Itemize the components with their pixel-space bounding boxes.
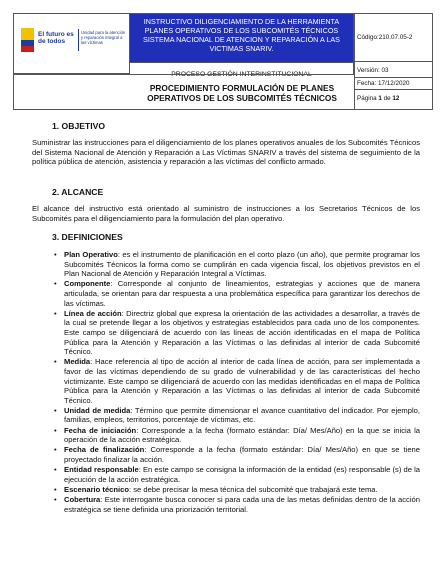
- document-code: Código:210.07.05-2: [354, 14, 432, 62]
- section-objetivo-title: 1. OBJETIVO: [52, 121, 106, 131]
- section-alcance-title: 2. ALCANCE: [52, 187, 104, 197]
- definitions-list: [54, 250, 420, 515]
- list-item: • Fecha de iniciación: Corresponde a la fecha (formato estándar: Día/ Mes/Año) en la que se inicia la operación de la acción estratégica.: [54, 425, 420, 445]
- list-item: • Medida: Hace referencia al tipo de acción al interior de cada línea de acción, para ser implementada a favor de las víctimas dependiendo de su grado de vulnerabilidad y de las características del hecho victimizante. Este campo se diligenciará de acuerdo con las medidas identificadas en el mapa de Política Pública para la Atención y Reparación a las Víctimas o las definidas al interior de cada Subcomité Técnico.: [54, 357, 420, 405]
- brand-text: El futuro es de todos: [38, 31, 74, 45]
- colombia-flag-icon: [21, 28, 34, 52]
- process-name: [130, 62, 354, 74]
- list-item: • Línea de acción: Directriz global que expresa la orientación de las actividades a desarrollar, a través de la cual se pretende llegar a los objetivos y estrategias establecidos para cada uno de los componentes. Este campo se diligenciará de acuerdo con las líneas de acción identificadas en el mapa de Política Pública para la Atención y Reparación a las Víctimas o las definidas al interior de cada Subcomité Técnico.: [54, 308, 420, 357]
- header-title: INSTRUCTIVO DILIGENCIAMIENTO DE LA HERRAMIENTA PLANES OPERATIVOS DE LOS SUBCOMITÉS TÉCNICOS SISTEMA NACIONAL DE ATENCION Y REPARACIÓN A LAS VICTIMAS SNARIV.: [130, 14, 354, 62]
- logo: [14, 14, 130, 74]
- list-item: • Unidad de medida: Término que permite dimensionar el avance cuantitativo del indicador. Por ejemplo, familias, empleos, territorios, porcentaje de víctimas, etc.: [54, 405, 420, 425]
- list-item: • Componente: Corresponde al conjunto de lineamientos, estrategias y acciones que de manera articulada, se orientan para dar respuesta a una problemática específica para garantizar los derechos de las víctimas.: [54, 279, 420, 308]
- section-objetivo-text: Suministrar las instrucciones para el diligenciamiento de los planes operativos anuales de los Subcomités Técnicos del Sistema Nacional de Atención y Reparación a Las Víctimas SNARIV a través del sistema de seguimiento de la política pública de atención, asistencia y reparación a las víctimas del conflicto armado.: [32, 138, 420, 167]
- section-definiciones-title: 3. DEFINICIONES: [52, 232, 123, 242]
- list-item: • Escenario técnico: se debe precisar la mesa técnica del subcomité que trabajará este tema.: [54, 485, 378, 494]
- date: Fecha: 17/12/2020: [354, 78, 432, 90]
- version: Versión: 03: [354, 62, 432, 78]
- list-item: • Plan Operativo: es el instrumento de planificación en el corto plazo (un año), que permite programar los Subcomités Técnicos la forma como se cumplirán en cada vigencia fiscal, los objetivos previstos en el Plan Nacional de Atención y Reparación Integral a Víctimas.: [54, 250, 420, 279]
- document-title: PROCEDIMIENTO FORMULACIÓN DE PLANES OPERATIVOS DE LOS SUBCOMITÉS TÉCNICOS: [147, 83, 337, 103]
- unit-text: Unidad para la atención y reparación integral a las víctimas: [81, 30, 126, 45]
- page-number: Página 1 de 12: [357, 95, 400, 102]
- section-alcance-text: El alcance del instructivo está orientado al suministro de instrucciones a los Secretarios Técnicos de los Subcomités para el diligenciamiento para la formulación del plan operativo.: [32, 204, 420, 223]
- list-item: • Entidad responsable: En este campo se consigna la información de la entidad (es) responsable (s) de la ejecución de la acción estratégica.: [54, 465, 420, 484]
- document-header: [13, 13, 433, 110]
- list-item: • Fecha de finalización: Corresponde a la fecha (formato estándar: Día/ Mes/Año) en que se tiene proyectado finalizar la acción.: [54, 445, 420, 465]
- list-item: • Cobertura: Este interrogante busca conocer si para cada una de las metas definidas dentro de la acción estratégica se tiene definida una priorización territorial.: [54, 495, 420, 514]
